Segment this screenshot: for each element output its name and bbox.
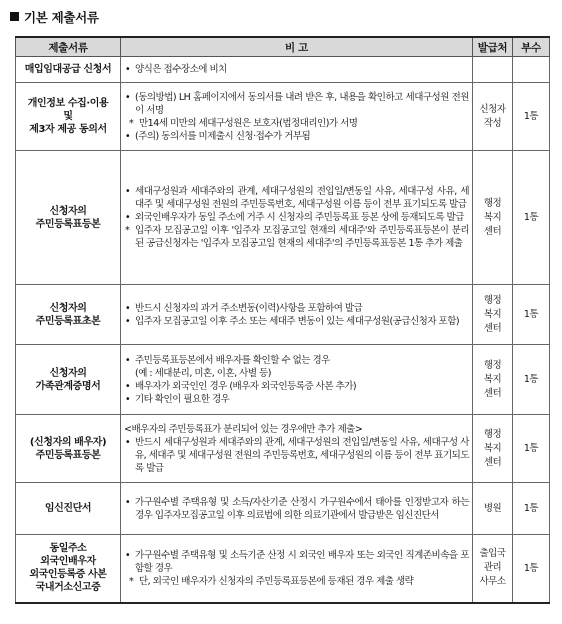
document-name: 임신진단서	[16, 483, 121, 535]
table-row	[16, 535, 550, 603]
remarks-cell	[121, 57, 473, 83]
remark-note: * 단, 외국인 배우자가 신청자의 주민등록표등본에 등재된 경우 제출 생략	[124, 575, 469, 588]
remark-note: * 만14세 미만의 세대구성원은 보호자(법정대리인)가 서명	[124, 117, 469, 130]
issuer-cell: 출입국 관리 사무소	[473, 535, 513, 603]
header-document: 제출서류	[16, 37, 121, 57]
submission-documents-table	[15, 36, 550, 604]
remark-item: • 가구원수별 주택유형 및 소득/자산기준 산정시 가구원수에서 태아를 인정받고자 하는 경우 입주자모집공고일 이후 의료법에 의한 의료기관에서 발급받은 임신진단서	[124, 496, 469, 522]
remark-item: • 반드시 신청자의 과거 주소변동(이력)사항을 포함하여 발급	[124, 302, 469, 315]
copies-cell: 1통	[513, 345, 550, 415]
issuer-cell: 행정 복지 센터	[473, 285, 513, 345]
issuer-cell: 행정 복지 센터	[473, 151, 513, 285]
remarks-cell	[121, 535, 473, 603]
remark-item: • 기타 확인이 필요한 경우	[124, 393, 469, 406]
remark-heading: <배우자의 주민등록표가 분리되어 있는 경우에만 추가 제출>	[124, 423, 363, 435]
remark-item: • 가구원수별 주택유형 및 소득기준 산정 시 외국인 배우자 또는 외국인 직계존비속을 포함할 경우	[124, 549, 469, 575]
table-row	[16, 415, 550, 483]
issuer-cell: 병원	[473, 483, 513, 535]
remark-item: • (주의) 동의서를 미제출시 신청·접수가 거부됨	[124, 130, 469, 143]
table-row	[16, 151, 550, 285]
remark-item: • 반드시 세대구성원과 세대주와의 관계, 세대구성원의 전입일/변동일 사유, 세대구성 사유, 세대주 및 세대구성원 전원의 주민등록번호, 세대구성원의 이름 등이 전부 표기되도록 발급	[124, 436, 469, 475]
remarks-cell	[121, 483, 473, 535]
document-name: 매입임대공급 신청서	[16, 57, 121, 83]
copies-cell: 1통	[513, 483, 550, 535]
remark-item: • 외국인배우자가 동일 주소에 거주 시 신청자의 주민등록표 등본 상에 등재되도록 발급	[124, 211, 469, 224]
document-name: 신청자의 주민등록표등본	[16, 151, 121, 285]
section-title	[10, 8, 99, 26]
table-row	[16, 483, 550, 535]
remark-item: • 주민등록표등본에서 배우자를 확인할 수 없는 경우	[124, 354, 469, 367]
remark-item: • 배우자가 외국인인 경우 (배우자 외국인등록증 사본 추가)	[124, 380, 469, 393]
document-name: 신청자의 주민등록표초본	[16, 285, 121, 345]
section-title-text: 기본 제출서류	[24, 10, 99, 25]
remarks-cell	[121, 345, 473, 415]
copies-cell: 1통	[513, 83, 550, 151]
remark-note: * 입주자 모집공고일 이후 '입주자 모집공고일 현재의 세대주'와 주민등록표등본이 분리된 공급신청자는 '입주자 모집공고일 현재의 세대주'의 주민등록표등본 1통 추가 제출	[124, 224, 469, 250]
table-row	[16, 57, 550, 83]
header-issuer: 발급처	[473, 37, 513, 57]
table-header-row	[16, 37, 550, 57]
table-row	[16, 285, 550, 345]
copies-cell: 1통	[513, 535, 550, 603]
remark-item: • (동의방법) LH 홈페이지에서 동의서를 내려 받은 후, 내용을 확인하고 세대구성원 전원이 서명	[124, 91, 469, 117]
remark-item: • 양식은 접수장소에 비치	[124, 63, 469, 76]
copies-cell: 1통	[513, 285, 550, 345]
remarks-cell	[121, 415, 473, 483]
copies-cell: 1통	[513, 415, 550, 483]
remarks-cell	[121, 83, 473, 151]
issuer-cell: 신청자 작성	[473, 83, 513, 151]
issuer-cell: 행정 복지 센터	[473, 345, 513, 415]
copies-cell	[513, 57, 550, 83]
table-row	[16, 83, 550, 151]
remark-item: • 입주자 모집공고일 이후 주소 또는 세대주 변동이 있는 세대구성원(공급신청자 포함)	[124, 315, 469, 328]
document-name: 동일주소 외국인배우자 외국인등록증 사본 국내거소신고증	[16, 535, 121, 603]
issuer-cell	[473, 57, 513, 83]
document-name: (신청자의 배우자) 주민등록표등본	[16, 415, 121, 483]
remark-example: (예 : 세대분리, 미혼, 이혼, 사별 등)	[135, 367, 271, 379]
document-name: 개인정보 수집·이용 및 제3자 제공 동의서	[16, 83, 121, 151]
remarks-cell	[121, 285, 473, 345]
table-row	[16, 345, 550, 415]
copies-cell: 1통	[513, 151, 550, 285]
remark-item: • 세대구성원과 세대주와의 관계, 세대구성원의 전입일/변동일 사유, 세대구성 사유, 세대주 및 세대구성원 전원의 주민등록번호, 세대구성원 이름 등이 전부 표기되도록 발급	[124, 185, 469, 211]
document-name: 신청자의 가족관계증명서	[16, 345, 121, 415]
black-square-icon	[10, 12, 19, 21]
issuer-cell: 행정 복지 센터	[473, 415, 513, 483]
header-copies: 부수	[513, 37, 550, 57]
remarks-cell	[121, 151, 473, 285]
header-remarks: 비 고	[121, 37, 473, 57]
